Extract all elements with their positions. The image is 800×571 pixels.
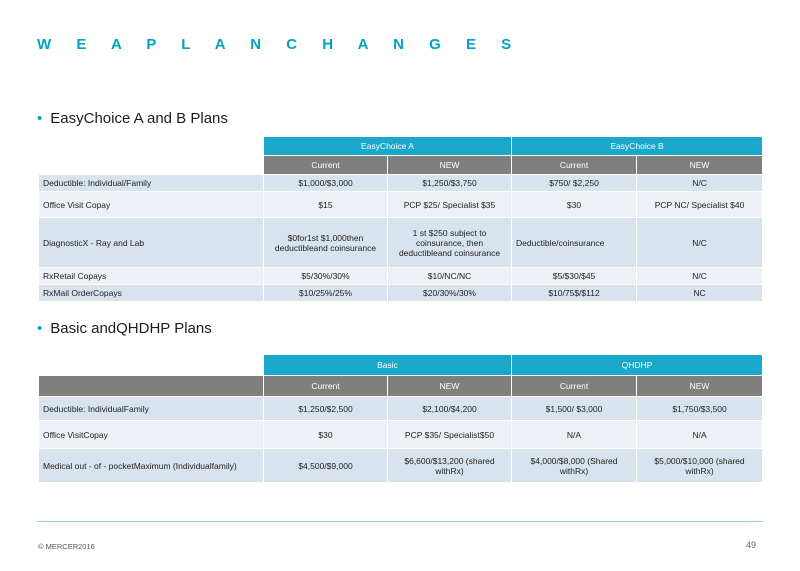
section-heading-text: Basic andQHDHP Plans (50, 320, 212, 337)
cell-value: N/C (637, 268, 763, 285)
row-label: Medical out - of - pocketMaximum (Individualfamily) (39, 449, 264, 483)
cell-value: $15 (264, 192, 388, 218)
table-row (39, 192, 763, 218)
table-row (39, 175, 763, 192)
cell-value: $4,000/$8,000 (Shared withRx) (512, 449, 637, 483)
cell-value: N/A (512, 421, 637, 449)
cell-value: N/C (637, 218, 763, 268)
row-label: Deductible: Individual/Family (39, 175, 264, 192)
cell-value: N/C (637, 175, 763, 192)
cell-value: NC (637, 285, 763, 302)
plan-a-header: EasyChoice A (264, 137, 512, 156)
cell-value: $30 (264, 421, 388, 449)
cell-value: $5/$30/$45 (512, 268, 637, 285)
table-row (39, 218, 763, 268)
cell-value: Deductible/coinsurance (512, 218, 637, 268)
cell-value: $1,750/$3,500 (637, 397, 763, 421)
cell-value: $20/30%/30% (388, 285, 512, 302)
cell-value: $6,600/$13,200 (shared withRx) (388, 449, 512, 483)
cell-value: PCP NC/ Specialist $40 (637, 192, 763, 218)
cell-value: $0for1st $1,000then deductibleand coinsurance (264, 218, 388, 268)
section-heading-easychoice (37, 110, 228, 127)
row-label: Office Visit Copay (39, 192, 264, 218)
table-corner (39, 355, 264, 376)
bullet-icon: • (37, 110, 43, 127)
row-label: Deductible: IndividualFamily (39, 397, 264, 421)
easychoice-plan-table (38, 136, 763, 302)
copyright: © MERCER2016 (38, 542, 95, 551)
cell-value: $30 (512, 192, 637, 218)
row-label: Office VisitCopay (39, 421, 264, 449)
section-heading-basic-qhdhp (37, 320, 212, 337)
col-new: NEW (637, 156, 763, 175)
cell-value: $1,250/$3,750 (388, 175, 512, 192)
table-corner (39, 137, 264, 156)
cell-value: $10/75$/$112 (512, 285, 637, 302)
cell-value: $10/25%/25% (264, 285, 388, 302)
cell-value: $2,100/$4,200 (388, 397, 512, 421)
col-current: Current (512, 376, 637, 397)
table-row (39, 421, 763, 449)
row-label: DiagnosticX - Ray and Lab (39, 218, 264, 268)
cell-value: $5/30%/30% (264, 268, 388, 285)
basic-qhdhp-plan-table (38, 354, 763, 483)
cell-value: 1 st $250 subject to coinsurance, then deductibleand coinsurance (388, 218, 512, 268)
cell-value: N/A (637, 421, 763, 449)
col-current: Current (264, 156, 388, 175)
footer-divider (37, 521, 763, 522)
row-label: RxMail OrderCopays (39, 285, 264, 302)
section-heading-text: EasyChoice A and B Plans (50, 110, 228, 127)
page-number: 49 (746, 540, 757, 550)
table-row (39, 449, 763, 483)
row-label: RxRetail Copays (39, 268, 264, 285)
cell-value: $5,000/$10,000 (shared withRx) (637, 449, 763, 483)
col-current: Current (512, 156, 637, 175)
table-corner-sub (39, 376, 264, 397)
plan-b-header: QHDHP (512, 355, 763, 376)
cell-value: $1,250/$2,500 (264, 397, 388, 421)
table-row (39, 397, 763, 421)
table-row (39, 285, 763, 302)
cell-value: PCP $25/ Specialist $35 (388, 192, 512, 218)
cell-value: $750/ $2,250 (512, 175, 637, 192)
plan-a-header: Basic (264, 355, 512, 376)
bullet-icon: • (37, 320, 43, 337)
col-new: NEW (637, 376, 763, 397)
col-new: NEW (388, 156, 512, 175)
table-corner-sub (39, 156, 264, 175)
col-new: NEW (388, 376, 512, 397)
plan-b-header: EasyChoice B (512, 137, 763, 156)
cell-value: $1,500/ $3,000 (512, 397, 637, 421)
cell-value: $1,000/$3,000 (264, 175, 388, 192)
cell-value: $10/NC/NC (388, 268, 512, 285)
table-row (39, 268, 763, 285)
cell-value: PCP $35/ Specialist$50 (388, 421, 512, 449)
col-current: Current (264, 376, 388, 397)
page-title: W E A P L A N C H A N G E S (37, 36, 522, 53)
cell-value: $4,500/$9,000 (264, 449, 388, 483)
